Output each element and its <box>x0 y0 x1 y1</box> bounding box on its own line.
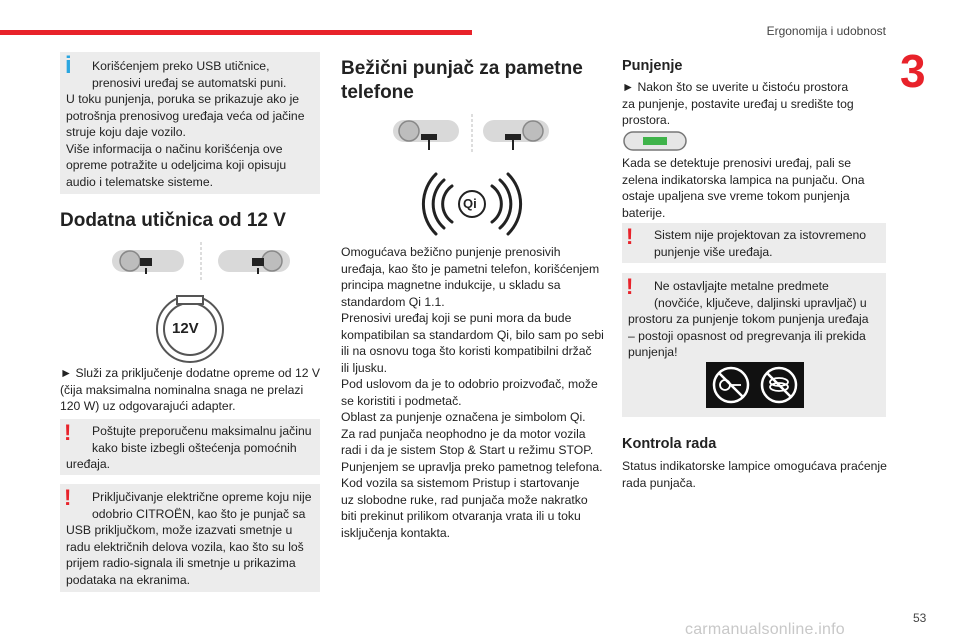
chapter-number: 3 <box>900 45 926 97</box>
text-line: zelena indikatorska lampica na punjaču. Ona <box>622 172 865 187</box>
dashboard-location-icon <box>112 242 292 282</box>
charger-pad-icon <box>623 131 687 151</box>
heading-line: Bežični punjač za pametne <box>341 58 583 79</box>
text-line: radi i da je sistem Stop & Start u režimu STOP. <box>341 443 594 457</box>
text-line: radu električnih delova vozila, kao što su loš <box>66 539 304 554</box>
wireless-charger-heading <box>341 57 583 105</box>
text-line: standardom Qi 1.1. <box>341 294 445 309</box>
info-line: U toku punjenja, poruka se prikazuje ako je <box>66 92 300 106</box>
text-line: Prenosivi uređaj koji se puni mora da bude <box>341 311 572 325</box>
text-line: (čija maksimalna nominalna snaga ne prelazi <box>60 382 304 397</box>
text-line: kompatibilan sa standardom Qi, bilo sam po sebi <box>341 327 604 342</box>
info-icon: i <box>65 52 72 79</box>
header-accent-bar <box>0 30 472 35</box>
info-line: potrošnja prenosivog uređaja veća od jačine <box>66 108 305 123</box>
charging-heading: Punjenje <box>622 58 683 74</box>
page-number: 53 <box>913 611 927 625</box>
warning-box <box>622 273 886 417</box>
dashboard-location-icon <box>393 114 553 154</box>
text-line: prostora. <box>622 113 671 127</box>
text-line: ili na osnovu toga što koristi kompatibilni držač <box>341 344 592 358</box>
info-line: audio i telematske sisteme. <box>66 174 213 189</box>
warning-icon: ! <box>626 274 634 299</box>
text-line: prijem radio-signala ili smetnje u prikazima <box>66 556 296 570</box>
text-line: Priključivanje električne opreme koju nije <box>92 490 312 504</box>
info-line: opreme potražite u odeljcima koji opisuju <box>66 158 287 172</box>
charging-description <box>622 155 865 221</box>
text-line: za punjenje, postavite uređaj u središte tog <box>622 96 854 111</box>
text-line: rada punjača. <box>622 475 696 490</box>
info-line: Korišćenjem preko USB utičnice, <box>92 59 270 73</box>
text-line: (novčiće, ključeve, daljinski upravljač) u <box>654 295 867 310</box>
text-line: podataka na ekranima. <box>66 572 190 587</box>
warning-box <box>60 484 320 592</box>
text-line: Omogućava bežično punjenje prenosivih <box>341 245 561 259</box>
text-line: uz slobodne ruke, rad punjača može nakratko <box>341 492 588 507</box>
text-line: uređaja. <box>66 457 111 471</box>
text-line: Kada se detektuje prenosivi uređaj, pali se <box>622 156 851 170</box>
info-line: Više informacija o načinu korišćenja ove <box>66 141 283 156</box>
warning-icon: ! <box>64 420 72 445</box>
text-line: ostaje upaljena sve vreme tokom punjenja <box>622 189 850 203</box>
text-line: ili ljusku. <box>341 360 388 375</box>
text-line: Oblast za punjenje označena je simbolom Qi. <box>341 410 586 424</box>
text-line: kako biste izbegli oštećenja pomoćnih <box>92 440 297 455</box>
heading-line: telefone <box>341 82 414 103</box>
text-line: 120 W) uz odgovarajući adapter. <box>60 399 236 413</box>
text-line: ► Služi za priključenje dodatne opreme od 12 V <box>60 366 321 380</box>
text-line: se koristiti i podmetač. <box>341 393 462 408</box>
warning-box <box>622 223 886 263</box>
operation-check-heading: Kontrola rada <box>622 436 717 452</box>
text-line: Status indikatorske lampice omogućava praćenje <box>622 459 887 473</box>
text-line: Za rad punjača neophodno je da motor vozila <box>341 426 586 441</box>
text-line: punjenje više uređaja. <box>654 244 773 259</box>
text-line: Sistem nije projektovan za istovremeno <box>654 228 867 242</box>
text-line: prostoru za punjenje tokom punjenja uređaja <box>628 312 869 326</box>
text-line: Poštujte preporučenu maksimalnu jačinu <box>92 424 312 438</box>
text-line: isključenja kontakta. <box>341 525 451 540</box>
text-line: ► Nakon što se uverite u čistoću prostora <box>622 80 849 94</box>
text-line: principa magnetne indukcije, u skladu sa <box>341 278 561 292</box>
socket-label: 12V <box>172 320 199 337</box>
warning-icon: ! <box>64 485 72 510</box>
qi-label: Qi <box>463 196 477 211</box>
text-line: – postoji opasnost od pregrevanja ili prekida <box>628 328 866 343</box>
text-line: baterije. <box>622 205 666 220</box>
warning-box <box>60 419 320 475</box>
text-line: Pod uslovom da je to odobrio proizvođač, može <box>341 377 598 391</box>
section-title: Ergonomija i udobnost <box>766 24 886 38</box>
usb-info-box <box>60 52 320 194</box>
socket-description <box>60 365 320 415</box>
warning-icon: ! <box>626 224 634 249</box>
socket-heading: Dodatna utičnica od 12 V <box>60 210 286 231</box>
text-line: Punjenjem se upravlja preko pametnog telefona. <box>341 459 603 474</box>
no-metal-objects-icon <box>706 362 804 408</box>
text-line: USB priključkom, može izazvati smetnje u <box>66 523 293 537</box>
wireless-description <box>341 244 604 541</box>
text-line: odobrio CITROËN, kao što je punjač sa <box>92 506 306 521</box>
text-line: Kod vozila sa sistemom Pristup i startovanje <box>341 476 580 490</box>
info-line: struje koju daje vozilo. <box>66 125 186 139</box>
operation-check-description <box>622 458 887 491</box>
text-line: punjenja! <box>628 345 678 359</box>
watermark: carmanualsonline.info <box>685 621 845 638</box>
charging-step <box>622 79 854 129</box>
text-line: Ne ostavljajte metalne predmete <box>654 279 829 293</box>
text-line: uređaja, kao što je pametni telefon, korišćenjem <box>341 261 600 276</box>
text-line: biti prekinut prilikom otvaranja vrata ili u toku <box>341 509 581 523</box>
info-line: prenosivi uređaj se automatski puni. <box>92 75 287 90</box>
